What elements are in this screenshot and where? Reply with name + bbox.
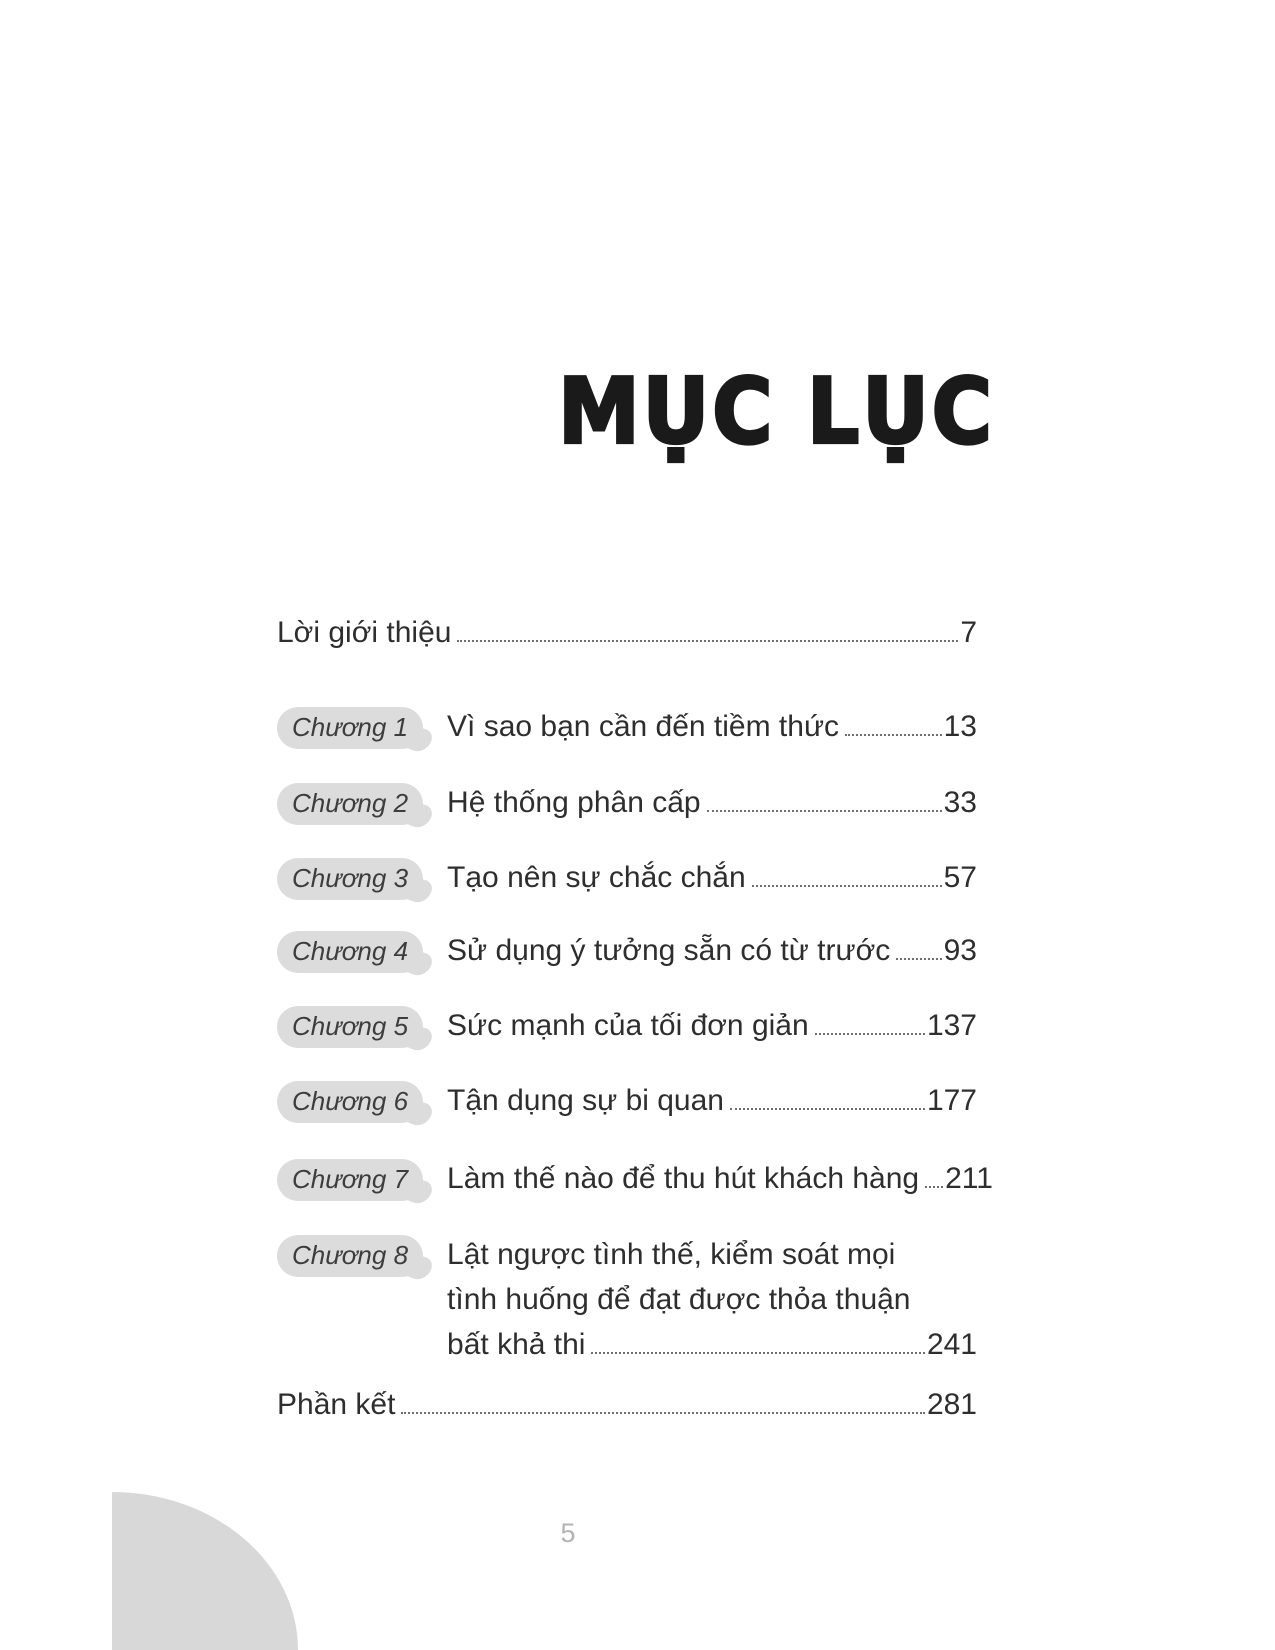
toc-entry-chapter-4: [277, 931, 977, 973]
entry-page-number: 13: [943, 710, 977, 743]
dot-leader: [591, 1352, 924, 1354]
entry-page-number: 33: [943, 786, 977, 819]
dot-leader: [896, 958, 941, 960]
dot-leader: [707, 810, 942, 812]
entry-page-number: 137: [926, 1009, 977, 1042]
toc-entry-chapter-7: [277, 1159, 993, 1201]
entry-page-number: 281: [926, 1388, 977, 1421]
chapter-badge: Chương 5: [277, 1006, 423, 1048]
toc-title: MỤC LỤC: [558, 360, 995, 465]
chapter-title: Làm thế nào để thu hút khách hàng: [447, 1162, 920, 1195]
chapter-title-line: bất khả thi: [447, 1328, 586, 1361]
chapter-title-multiline: [447, 1232, 977, 1367]
entry-page-number: 57: [943, 861, 977, 894]
entry-page-number: 177: [926, 1084, 977, 1117]
chapter-badge: Chương 3: [277, 858, 423, 900]
toc-entry-chapter-8: [277, 1232, 977, 1367]
dot-leader: [730, 1108, 925, 1110]
chapter-title-line: Lật ngược tình thế, kiểm soát mọi: [447, 1238, 896, 1271]
chapter-title: Hệ thống phân cấp: [447, 786, 701, 819]
chapter-title-line: tình huống để đạt được thỏa thuận: [447, 1283, 911, 1316]
dot-leader: [401, 1412, 925, 1414]
chapter-title: Tận dụng sự bi quan: [447, 1084, 724, 1117]
entry-label: Phần kết: [277, 1388, 396, 1421]
chapter-badge: Chương 2: [277, 783, 423, 825]
corner-quarter-circle-decoration: [112, 1492, 298, 1650]
toc-entry-chapter-3: [277, 858, 977, 900]
toc-entry-chapter-6: [277, 1081, 977, 1123]
entry-page-number: 93: [943, 934, 977, 967]
chapter-title: Vì sao bạn cần đến tiềm thức: [447, 710, 840, 743]
dot-leader: [457, 640, 958, 642]
chapter-badge: Chương 1: [277, 707, 423, 749]
chapter-title: Sức mạnh của tối đơn giản: [447, 1009, 809, 1042]
dot-leader: [925, 1186, 943, 1188]
toc-entry-outro: [277, 1387, 977, 1423]
chapter-title: Tạo nên sự chắc chắn: [447, 861, 746, 894]
toc-entry-chapter-2: [277, 783, 977, 825]
chapter-badge: Chương 8: [277, 1235, 423, 1277]
chapter-title-last-line: [447, 1322, 977, 1367]
entry-page-number: 211: [945, 1162, 993, 1195]
entry-page-number: 241: [926, 1328, 977, 1361]
toc-entry-chapter-1: [277, 707, 977, 749]
dot-leader: [752, 885, 942, 887]
entry-page-number: 7: [960, 616, 977, 649]
chapter-badge: Chương 4: [277, 931, 423, 973]
folio-page-number: 5: [560, 1518, 576, 1548]
chapter-badge: Chương 7: [277, 1159, 423, 1201]
toc-entry-chapter-5: [277, 1006, 977, 1048]
dot-leader: [845, 734, 942, 736]
chapter-title: Sử dụng ý tưởng sẵn có từ trước: [447, 934, 891, 967]
entry-label: Lời giới thiệu: [277, 616, 452, 649]
toc-entry-intro: [277, 615, 977, 651]
chapter-badge: Chương 6: [277, 1081, 423, 1123]
dot-leader: [815, 1033, 925, 1035]
